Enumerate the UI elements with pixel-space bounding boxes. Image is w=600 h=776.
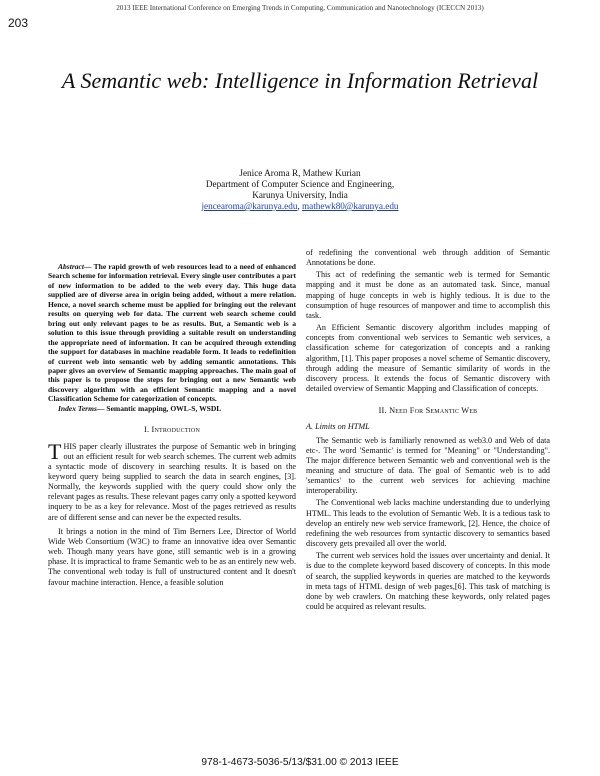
intro-paragraph-1 — [48, 438, 296, 523]
author-names: Jenice Aroma R, Mathew Kurian — [239, 168, 361, 178]
right-paragraph-2: This act of redefining the semantic web is termed for Semantic mapping and it must be done as an automated task. Since, manual mapping of huge concepts in web is highly tedious. It is due to the consumption of huge resources of manpower and time to accomplish this task. — [306, 270, 550, 320]
email-link-2[interactable]: mathewk80@karunya.edu — [302, 201, 399, 211]
subsection-heading-limits-on-html: A. Limits on HTML — [306, 422, 370, 432]
page-number: 203 — [8, 16, 29, 30]
right-column — [306, 248, 550, 612]
right-paragraph-3: An Efficient Semantic discovery algorithm includes mapping of concepts from conventional web services to Semantic web services, a classification scheme for categorization of concepts and a ranking algorithm, [1]. This paper proposes a novel scheme of Semantic discovery, through adding the measure of Semantic similarity of words in the discovery process. It extends the focus of Semantic discovery with detailed overview of Semantic Mapping and Classification of concepts. — [306, 323, 550, 394]
section-heading-need-for-semantic-web: II. Need For Semantic Web — [378, 406, 478, 416]
abstract — [48, 262, 296, 404]
email-link-1[interactable]: jencearoma@karunya.edu — [201, 201, 298, 211]
drop-cap: T — [48, 438, 62, 464]
author-block — [0, 168, 600, 212]
intro-paragraph-2: It brings a notion in the mind of Tim Berners Lee, Director of World Wide Web Consortium (W3C) to frame an innovative idea over Semantic web. Though many years have gone, still semantic web is in a growing phase. It is impractical to frame Semantic web to be as an entirely new web. The conventional web today is full of unstructured content and It doesn't favour machine interaction. Hence, a feasible solution — [48, 526, 296, 587]
email-separator: , — [297, 201, 303, 211]
right-paragraph-1: of redefining the conventional web through addition of Semantic Annotations be done. — [306, 248, 550, 268]
right-paragraph-4: The Semantic web is familiarly renowned as web3.0 and Web of data etc-. The word 'Semantic' is termed for "Meaning" or "Understanding". The major difference between Semantic web and conventional web is the meaning and structure of data. The goal of Semantic web is to add 'semantics' to the current web services for achieving machine interoperability. — [306, 435, 550, 496]
index-terms-label: Index Terms — [58, 403, 97, 413]
copyright-footer: 978-1-4673-5036-5/13/$31.00 © 2013 IEEE — [201, 757, 399, 768]
index-terms-text: — Semantic mapping, OWL-S, WSDL — [96, 403, 222, 413]
paper-title: A Semantic web: Intelligence in Information Retrieval — [61, 68, 539, 93]
affiliation-line-1: Department of Computer Science and Engineering, — [205, 179, 395, 189]
index-terms — [48, 404, 296, 414]
affiliation-line-2: Karunya University, India — [252, 190, 348, 200]
right-paragraph-5: The Conventional web lacks machine understanding due to underlying HTML. This leads to the evolution of Semantic Web. It is a tedious task to develop an entirely new web service framework, [2]. Hence, the choice of redefining the web resources from syntactic discovery to semantics based discovery gets prevailed all over the world. — [306, 498, 550, 549]
intro-paragraph-1-text: HIS paper clearly illustrates the purpose of Semantic web in bringing out an efficient result for web search schemes. The current web admits a syntactic mode of discovery in searching results. It is based on the keyword query being supplied to search the data in search engines, [3]. Normally, the keywords supplied with the query could show only the relevant pages as results. These relevant pages carry only a spotted keyword inquery to be as a key for relevance. Most of the pages retrieved as results are of different sense and can never be the expected results. — [48, 441, 296, 522]
author-emails — [0, 201, 600, 212]
abstract-label: Abstract — [58, 262, 84, 271]
right-paragraph-6: The current web services hold the issues over uncertainty and denial. It is due to the complete keyword based discovery of concepts. In this mode of search, the supplied keywords in queries are matched to the keywords in meta tags of HTML design of web pages,[6]. This task of matching is done by web crawlers. On matching these keywords, only related pages could be acquired as relevant results. — [306, 551, 550, 611]
conference-header: 2013 IEEE International Conference on Emerging Trends in Computing, Communication and Nanotechnology (ICECCN 2013) — [116, 4, 484, 12]
section-heading-introduction: I. Introduction — [143, 425, 200, 435]
abstract-text: — The rapid growth of web resources lead to a need of enhanced Search scheme for information retrieval. Every single user contributes a part of new information to be added to the web every day. This huge data supplied are of diverse area in origin being added, without a mere relation. Hence, a novel search scheme must be applied for bringing out the relevant results on querying web for data. The current web search scheme could bring out only relevant pages to be as results. But, a Semantic web is a solution to this issue through providing a suitable result on understanding the appropriate need of information. It can be acquired through extending the support for databases in machine readable form. It leads to redefinition of current web into semantic web by adding semantic annotations. This paper gives an overview of Semantic mapping approaches. The main goal of this paper is to propose the steps for bringing out a new Semantic web discovery algorithm with an efficient Semantic mapping and a novel Classification Scheme for categorization of concepts. — [48, 262, 296, 404]
left-column — [48, 262, 296, 588]
